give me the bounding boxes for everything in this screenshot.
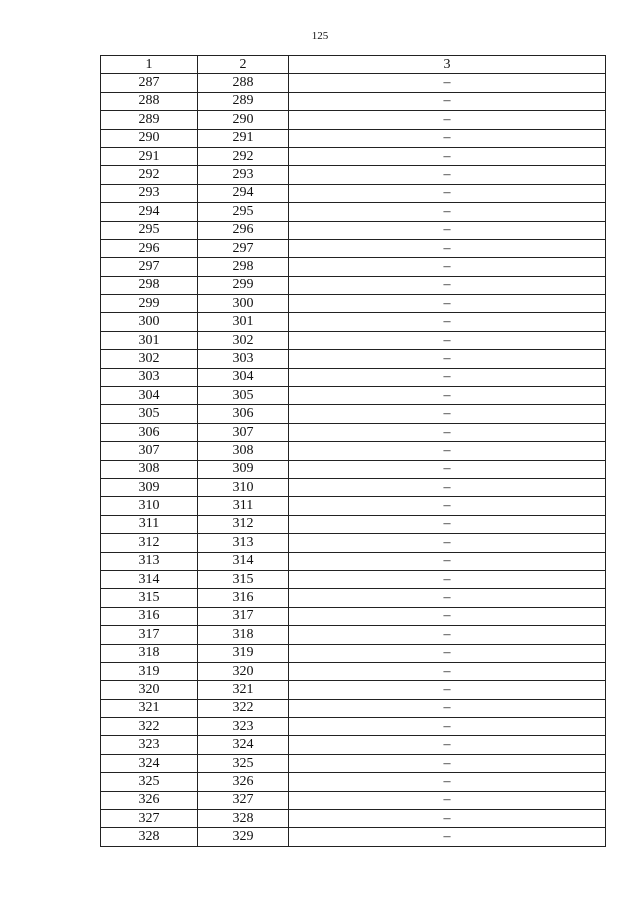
table-row: [101, 828, 606, 846]
table-cell-col3: –: [289, 313, 606, 331]
table-cell-col3: –: [289, 350, 606, 368]
table-cell-col2: 299: [198, 276, 289, 294]
table-row: [101, 129, 606, 147]
table-cell-col3: –: [289, 699, 606, 717]
table-cell-col1: 327: [101, 810, 198, 828]
table-cell-col2: 296: [198, 221, 289, 239]
table-cell-col3: –: [289, 387, 606, 405]
table-cell-col1: 304: [101, 387, 198, 405]
table-cell-col2: 328: [198, 810, 289, 828]
table-body: [101, 74, 606, 846]
table-row: [101, 92, 606, 110]
table-cell-col1: 316: [101, 607, 198, 625]
table-cell-col2: 300: [198, 295, 289, 313]
table-cell-col1: 293: [101, 184, 198, 202]
table-cell-col2: 293: [198, 166, 289, 184]
table-cell-col3: –: [289, 368, 606, 386]
table-cell-col1: 307: [101, 442, 198, 460]
table-cell-col2: 289: [198, 92, 289, 110]
table-cell-col1: 297: [101, 258, 198, 276]
table-row: [101, 681, 606, 699]
table-cell-col2: 306: [198, 405, 289, 423]
table-cell-col1: 310: [101, 497, 198, 515]
table-cell-col3: –: [289, 74, 606, 92]
table-cell-col2: 318: [198, 626, 289, 644]
table-cell-col3: –: [289, 184, 606, 202]
table-cell-col1: 314: [101, 570, 198, 588]
table-cell-col3: –: [289, 718, 606, 736]
table-cell-col2: 327: [198, 791, 289, 809]
table-row: [101, 221, 606, 239]
table-row: [101, 184, 606, 202]
table-cell-col1: 321: [101, 699, 198, 717]
table-cell-col1: 295: [101, 221, 198, 239]
table-cell-col3: –: [289, 203, 606, 221]
table-cell-col3: –: [289, 147, 606, 165]
column-header-1: 1: [101, 56, 198, 74]
table-cell-col2: 301: [198, 313, 289, 331]
table-row: [101, 295, 606, 313]
table-cell-col3: –: [289, 331, 606, 349]
table-row: [101, 331, 606, 349]
table-cell-col3: –: [289, 736, 606, 754]
table-row: [101, 754, 606, 772]
table-cell-col1: 305: [101, 405, 198, 423]
table-cell-col3: –: [289, 442, 606, 460]
table-row: [101, 478, 606, 496]
table-cell-col1: 298: [101, 276, 198, 294]
table-row: [101, 552, 606, 570]
table-row: [101, 442, 606, 460]
table-cell-col1: 292: [101, 166, 198, 184]
table-row: [101, 460, 606, 478]
table-cell-col2: 312: [198, 515, 289, 533]
table-cell-col1: 324: [101, 754, 198, 772]
table-row: [101, 515, 606, 533]
column-header-2: 2: [198, 56, 289, 74]
table-cell-col2: 309: [198, 460, 289, 478]
table-row: [101, 313, 606, 331]
table-cell-col1: 308: [101, 460, 198, 478]
table-row: [101, 350, 606, 368]
table-cell-col1: 296: [101, 239, 198, 257]
table-cell-col2: 305: [198, 387, 289, 405]
table-cell-col1: 291: [101, 147, 198, 165]
table-cell-col2: 326: [198, 773, 289, 791]
table-row: [101, 258, 606, 276]
table-cell-col1: 318: [101, 644, 198, 662]
table-row: [101, 810, 606, 828]
table-cell-col3: –: [289, 405, 606, 423]
table-cell-col2: 323: [198, 718, 289, 736]
table-row: [101, 203, 606, 221]
table-row: [101, 589, 606, 607]
table-cell-col1: 322: [101, 718, 198, 736]
table-cell-col2: 322: [198, 699, 289, 717]
table-row: [101, 736, 606, 754]
table-cell-col1: 319: [101, 662, 198, 680]
table-cell-col1: 287: [101, 74, 198, 92]
table-row: [101, 662, 606, 680]
table-cell-col1: 328: [101, 828, 198, 846]
table-cell-col2: 291: [198, 129, 289, 147]
table-cell-col2: 307: [198, 423, 289, 441]
table-cell-col3: –: [289, 662, 606, 680]
table-cell-col3: –: [289, 258, 606, 276]
table-cell-col3: –: [289, 773, 606, 791]
table-cell-col3: –: [289, 570, 606, 588]
table-cell-col2: 303: [198, 350, 289, 368]
table-cell-col2: 325: [198, 754, 289, 772]
table-cell-col1: 309: [101, 478, 198, 496]
table-cell-col3: –: [289, 791, 606, 809]
table-cell-col1: 317: [101, 626, 198, 644]
table-cell-col1: 300: [101, 313, 198, 331]
table-cell-col2: 295: [198, 203, 289, 221]
table-cell-col1: 299: [101, 295, 198, 313]
table-row: [101, 791, 606, 809]
table-cell-col3: –: [289, 239, 606, 257]
table-cell-col1: 312: [101, 534, 198, 552]
table-cell-col2: 311: [198, 497, 289, 515]
table-cell-col1: 302: [101, 350, 198, 368]
table-cell-col1: 311: [101, 515, 198, 533]
table-row: [101, 570, 606, 588]
table-cell-col2: 320: [198, 662, 289, 680]
table-cell-col3: –: [289, 423, 606, 441]
table-cell-col2: 288: [198, 74, 289, 92]
table-cell-col2: 313: [198, 534, 289, 552]
table-cell-col2: 310: [198, 478, 289, 496]
table-row: [101, 147, 606, 165]
table-row: [101, 644, 606, 662]
table-cell-col2: 315: [198, 570, 289, 588]
table-header-row: [101, 56, 606, 74]
table-cell-col2: 317: [198, 607, 289, 625]
table-cell-col2: 292: [198, 147, 289, 165]
table-cell-col3: –: [289, 534, 606, 552]
table-cell-col1: 301: [101, 331, 198, 349]
table-row: [101, 626, 606, 644]
table-cell-col1: 288: [101, 92, 198, 110]
data-table: [100, 55, 606, 847]
table-cell-col3: –: [289, 644, 606, 662]
table-cell-col2: 314: [198, 552, 289, 570]
table-cell-col3: –: [289, 681, 606, 699]
table-cell-col1: 323: [101, 736, 198, 754]
table-row: [101, 773, 606, 791]
table-cell-col3: –: [289, 111, 606, 129]
table-cell-col2: 290: [198, 111, 289, 129]
table-cell-col1: 326: [101, 791, 198, 809]
table-cell-col2: 321: [198, 681, 289, 699]
table-row: [101, 423, 606, 441]
table-cell-col3: –: [289, 607, 606, 625]
table-cell-col1: 320: [101, 681, 198, 699]
table-row: [101, 387, 606, 405]
table-cell-col2: 308: [198, 442, 289, 460]
table-row: [101, 405, 606, 423]
table-row: [101, 74, 606, 92]
table-cell-col1: 325: [101, 773, 198, 791]
table-row: [101, 534, 606, 552]
table-row: [101, 368, 606, 386]
table-row: [101, 166, 606, 184]
table-row: [101, 276, 606, 294]
table-cell-col3: –: [289, 754, 606, 772]
table-cell-col2: 294: [198, 184, 289, 202]
table-cell-col2: 329: [198, 828, 289, 846]
table-cell-col3: –: [289, 626, 606, 644]
table-cell-col3: –: [289, 129, 606, 147]
table-cell-col1: 315: [101, 589, 198, 607]
table-cell-col3: –: [289, 166, 606, 184]
table-cell-col3: –: [289, 828, 606, 846]
table-cell-col1: 313: [101, 552, 198, 570]
table-cell-col2: 297: [198, 239, 289, 257]
table-cell-col3: –: [289, 497, 606, 515]
table-cell-col3: –: [289, 515, 606, 533]
table-cell-col3: –: [289, 589, 606, 607]
table-cell-col3: –: [289, 552, 606, 570]
column-header-3: 3: [289, 56, 606, 74]
table-cell-col3: –: [289, 478, 606, 496]
table-cell-col2: 298: [198, 258, 289, 276]
table-row: [101, 239, 606, 257]
table-cell-col1: 289: [101, 111, 198, 129]
table-cell-col2: 324: [198, 736, 289, 754]
table-row: [101, 699, 606, 717]
table-cell-col3: –: [289, 460, 606, 478]
table-cell-col1: 303: [101, 368, 198, 386]
table-cell-col1: 294: [101, 203, 198, 221]
table-cell-col1: 306: [101, 423, 198, 441]
table-row: [101, 607, 606, 625]
table-cell-col3: –: [289, 295, 606, 313]
table-cell-col2: 316: [198, 589, 289, 607]
table-cell-col3: –: [289, 276, 606, 294]
table-row: [101, 718, 606, 736]
table-cell-col2: 304: [198, 368, 289, 386]
page-number: 125: [311, 30, 329, 42]
table-cell-col3: –: [289, 221, 606, 239]
table-row: [101, 111, 606, 129]
table-row: [101, 497, 606, 515]
table-cell-col3: –: [289, 810, 606, 828]
table-cell-col2: 302: [198, 331, 289, 349]
table-cell-col3: –: [289, 92, 606, 110]
table-cell-col2: 319: [198, 644, 289, 662]
table-cell-col1: 290: [101, 129, 198, 147]
